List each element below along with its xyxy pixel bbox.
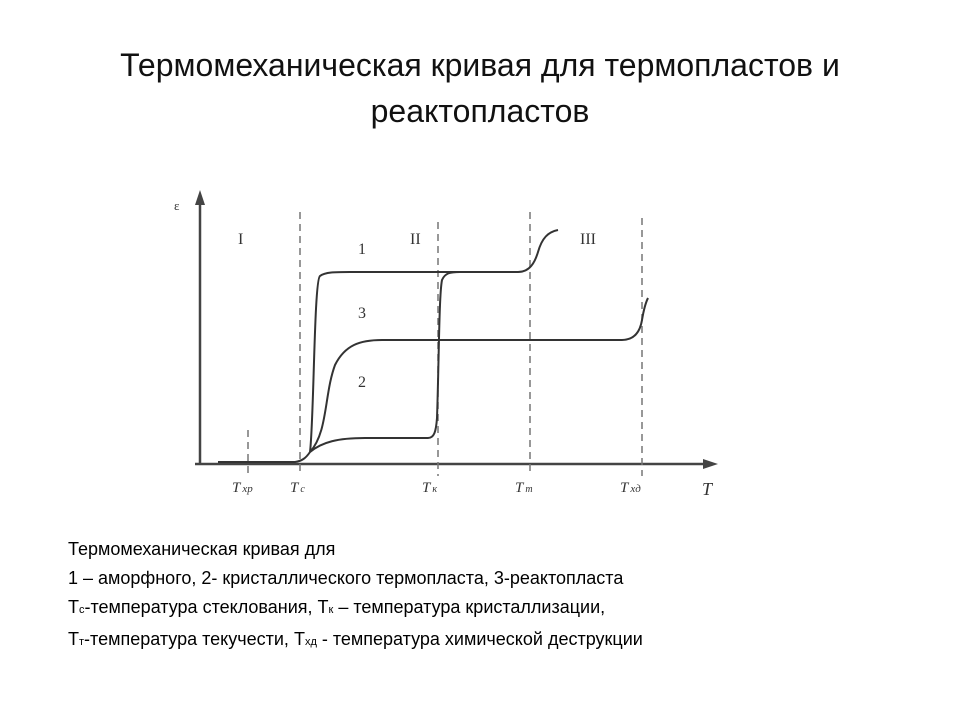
caption-line-3-sub1: с (79, 604, 85, 616)
y-axis-label: ε (174, 198, 180, 213)
tick-label-txr: T хр (232, 480, 253, 496)
tick-label-txd: T хд (620, 480, 641, 496)
diagram-svg (160, 180, 740, 510)
caption-line-1: Термомеханическая кривая для (68, 539, 336, 559)
region-label-3: III (580, 231, 596, 248)
curve-label-1: 1 (358, 241, 366, 258)
x-axis-label: T (702, 479, 713, 499)
caption-line-3-sub2: к (328, 604, 334, 616)
title-line-1: Термомеханическая кривая для термопластов и (120, 47, 840, 83)
caption-line-3-end: – температура кристаллизации, (333, 597, 606, 617)
caption-line-3 (68, 593, 928, 625)
y-axis-arrow (195, 190, 205, 205)
region-label-1: I (238, 231, 244, 248)
caption-line-4 (68, 625, 928, 657)
thermomechanical-diagram (160, 180, 740, 510)
caption-line-4-t: Т (68, 629, 79, 649)
caption-line-4-sub1: т (79, 636, 85, 648)
tick-label-tc: Tс (290, 480, 305, 496)
caption-line-2: 1 – аморфного, 2- кристаллического термопласта, 3-реактопласта (68, 568, 624, 588)
region-label-2: II (410, 231, 421, 248)
slide-title (40, 42, 920, 134)
caption-line-4-sub2: хд (304, 636, 317, 648)
title-line-2: реактопластов (370, 93, 590, 129)
x-axis-arrow (703, 459, 718, 469)
caption (68, 535, 928, 657)
caption-line-4-mid: -температура текучести, Т (84, 629, 305, 649)
curve-baseline (218, 452, 310, 462)
caption-line-3-mid: -температура стеклования, Т (84, 597, 329, 617)
curve-label-2: 2 (358, 374, 366, 391)
tick-label-tt: Tт (515, 480, 533, 496)
tick-label-tk: Tк (422, 480, 438, 496)
curve-label-3: 3 (358, 305, 366, 322)
caption-line-3-t: Т (68, 597, 79, 617)
caption-line-4-end: - температура химической деструкции (316, 629, 643, 649)
